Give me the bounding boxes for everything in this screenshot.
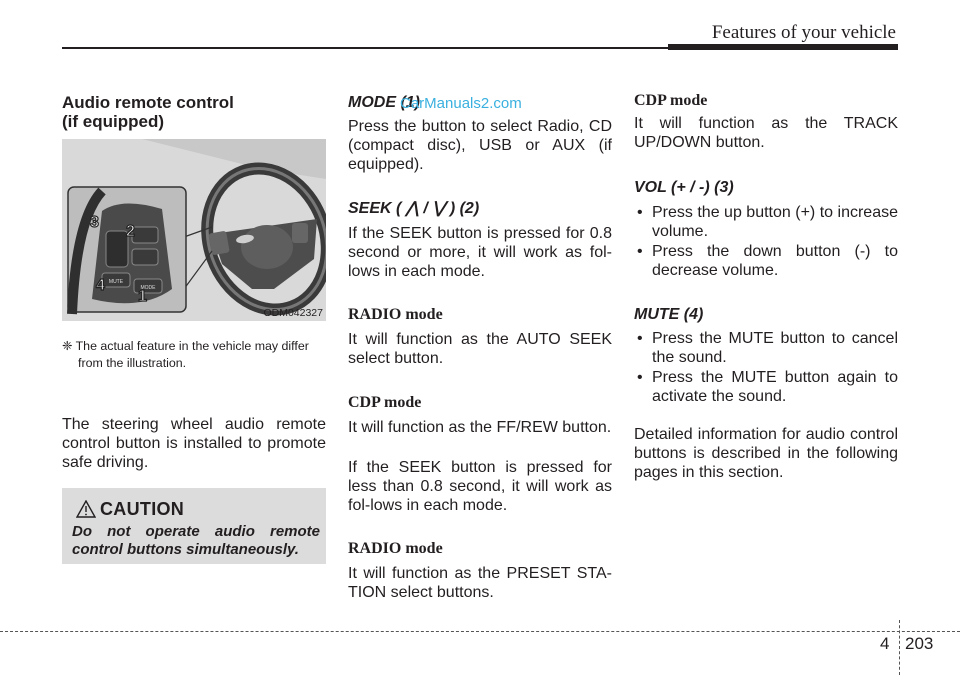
seek-long-text: If the SEEK button is pressed for 0.8 second or more, it will work as fol-lows in each mode. [348, 225, 612, 280]
radio-mode-heading-2: RADIO mode [348, 540, 443, 557]
steering-wheel-figure [62, 139, 326, 321]
callout-4: 4 [96, 277, 105, 294]
radio-text-2: It will function as the PRESET STA-TION select buttons. [348, 565, 612, 601]
section-heading-line2: (if equipped) [62, 112, 164, 131]
cdp-mode-heading-1: CDP mode [348, 394, 422, 411]
note-line1: The actual feature in the vehicle may differ [75, 339, 309, 353]
intro-text: The steering wheel audio remote control button is installed to promote safe driving. [62, 416, 326, 471]
mode-heading [348, 93, 612, 112]
note-line2: from the illustration. [78, 356, 187, 370]
left-column [62, 93, 326, 131]
section-heading [62, 93, 326, 131]
mute-heading: MUTE (4) [634, 306, 704, 323]
steering-wheel-illustration [62, 139, 326, 321]
mode-text: Press the button to select Radio, CD (compact disc), USB or AUX (if equipped). [348, 118, 612, 173]
mute-bullet-activate: • Press the MUTE button again to activate the sound. [634, 368, 898, 406]
figure-code: ODM042327 [263, 307, 323, 319]
header-bar [668, 44, 898, 50]
watermark-text: CarManuals2.com [400, 95, 522, 112]
section-heading-line1: Audio remote control [62, 93, 234, 112]
header-rule [62, 47, 670, 49]
note-symbol: ❈ [62, 339, 73, 353]
mute-button-label: MUTE [108, 279, 124, 285]
callout-1: 1 [138, 288, 147, 305]
caution-title: CAUTION [100, 499, 185, 519]
header-title: Features of your vehicle [711, 22, 896, 43]
callout-2: 2 [126, 223, 135, 240]
cdp-mode-heading-2: CDP mode [634, 92, 708, 109]
illustration-note [62, 338, 326, 372]
mode-heading-text: MODE (1) [348, 94, 420, 111]
cdp-text-1: It will function as the FF/REW button. [348, 419, 612, 436]
chapter-number: 4 [880, 634, 890, 653]
radio-text-1: It will function as the AUTO SEEK select button. [348, 331, 612, 367]
seek-short-text: If the SEEK button is pressed for less than 0.8 second, it will work as fol-lows in each mode. [348, 459, 612, 514]
vol-bullet-down: • Press the down button (-) to decrease volume. [634, 242, 898, 280]
radio-mode-heading-1: RADIO mode [348, 306, 443, 323]
middle-column [348, 93, 612, 602]
cdp-text-2: It will function as the TRACK UP/DOWN button. [634, 115, 898, 151]
vol-heading: VOL (+ / -) (3) [634, 179, 734, 196]
seek-heading: SEEK ( ⋀ / ⋁ ) (2) [348, 200, 480, 217]
caution-box [62, 488, 326, 564]
vol-bullet-up: • Press the up button (+) to increase volume. [634, 203, 898, 241]
mode-button-label: MODE [140, 285, 156, 291]
detail-text: Detailed information for audio control buttons is described in the following pages in this section. [634, 426, 898, 481]
page-number: 203 [905, 634, 934, 653]
vol-bullet-list [634, 203, 898, 280]
mute-bullet-list [634, 329, 898, 406]
footer-rule [0, 631, 960, 632]
mute-bullet-cancel: • Press the MUTE button to cancel the sound. [634, 329, 898, 367]
right-column [634, 92, 898, 482]
caution-text: Do not operate audio remote control buttons simultaneously. [72, 523, 320, 558]
footer-separator [899, 620, 900, 675]
warning-icon [76, 500, 96, 518]
callout-3: 3 [90, 214, 99, 231]
